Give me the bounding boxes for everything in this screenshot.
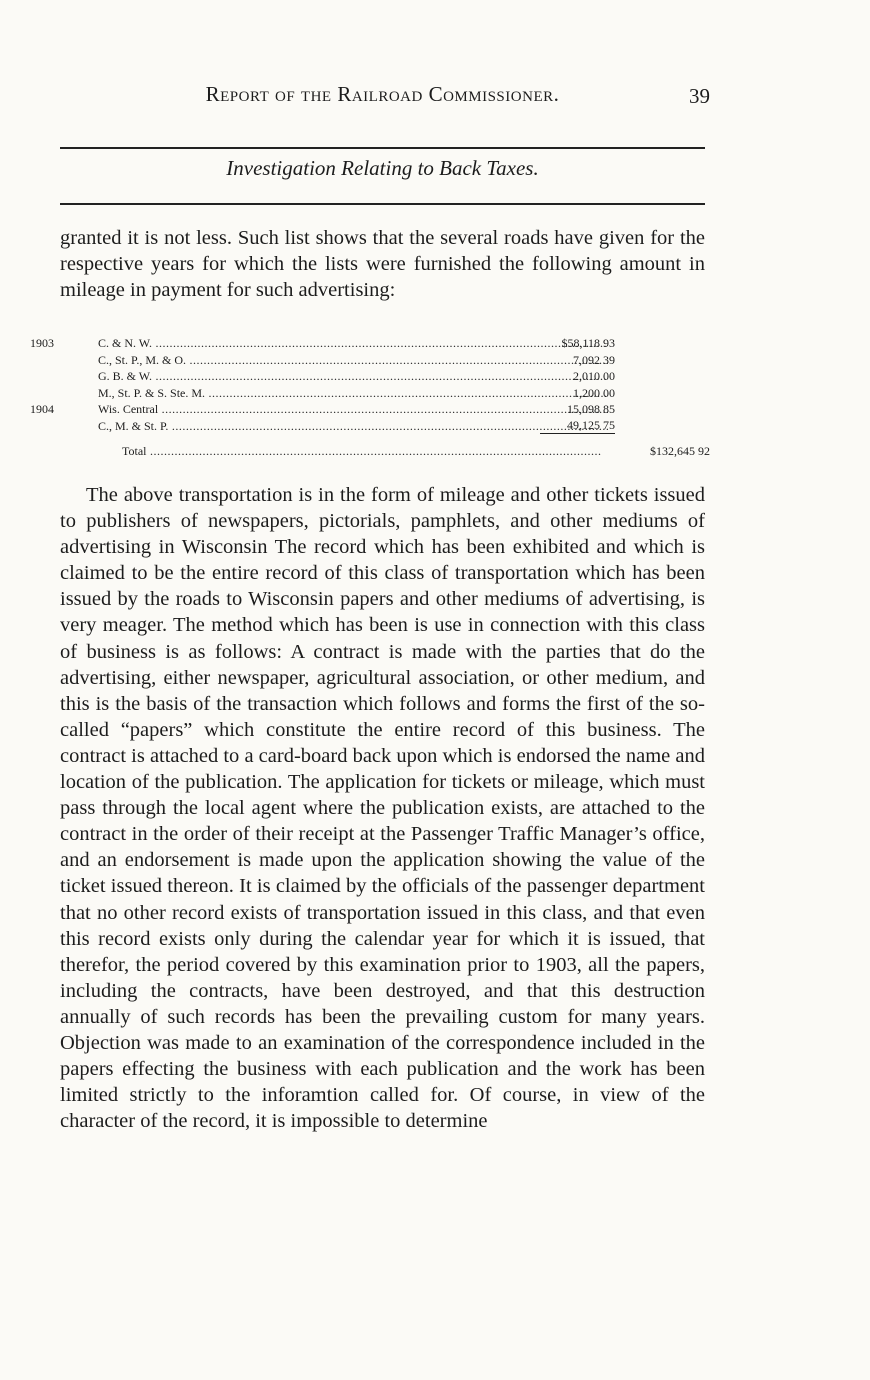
total-label: Total .....: [122, 439, 610, 463]
running-title: Report of the Railroad Commissioner.: [205, 82, 560, 106]
row-amount: 2,010 00: [573, 369, 615, 384]
row-amount: 49,125 75: [540, 418, 615, 434]
row-amount: 7,092 39: [573, 352, 615, 367]
table-row: [30, 418, 720, 435]
row-road: C., M. & St. P. .....: [98, 418, 608, 435]
row-road: G. B. & W. .....: [98, 368, 608, 385]
table-row: [30, 368, 720, 385]
row-road: Wis. Central .....: [98, 401, 608, 418]
total-row: [30, 439, 720, 463]
page-number: 39: [689, 84, 710, 108]
row-road: C. & N. W. .....: [98, 335, 608, 352]
row-amount: 1,200 00: [573, 385, 615, 400]
row-road: C., St. P., M. & O. .....: [98, 352, 608, 369]
header-rule-top: [60, 147, 705, 149]
table-row: [30, 335, 720, 352]
row-amount: 15,098 85: [567, 402, 615, 417]
row-year: 1904: [30, 402, 54, 417]
section-title: Investigation Relating to Back Taxes.: [226, 156, 539, 180]
header-rule-bottom: [60, 203, 705, 205]
table-row: [30, 352, 720, 369]
body-paragraph: The above transportation is in the form of mileage and other tickets issued to publishers of newspapers, pictorials, pamphlets, and other mediums of advertising in Wisconsin The record which has been exhibited and which is claimed to be the entire record of this class of transportation which has been issued by the roads to Wisconsin papers and other mediums of advertising, is very meager. The method which has been is use in connection with this class of business is as follows: A contract is made with the parties that do the advertising, either newspaper, agricultural association, or other medium, and this is the basis of the transaction which follows and forms the first of the so-called “papers” which constitute the entire record of this business. The contract is attached to a card-board back upon which is endorsed the name and location of the publication. The application for tickets or mileage, which must pass through the local agent where the publication exists, are attached to the contract in the order of their receipt at the Passenger Traffic Manager’s office, and an endorsement is made upon the application showing the value of the ticket issued thereon. It is claimed by the officials of the passenger department that no other record exists of transportation issued in this class, and that even this record exists only during the calendar year for which it is issued, that therefor, the period covered by this examination prior to 1903, all the papers, including the contracts, have been destroyed, and that this destruction annually of such records has been the prevailing custom for many years. Objection was made to an examination of the correspondence included in the papers effecting the business with each publication and the work has been limited strictly to the inforamtion called for. Of course, in view of the character of the record, it is impossible to determine: [60, 484, 705, 1133]
intro-paragraph: granted it is not less. Such list shows that the several roads have given for the respective years for which the lists were furnished the following amount in mileage in payment for such advertising:: [60, 227, 705, 301]
total-amount: $132,645 92: [650, 443, 710, 458]
row-road: M., St. P. & S. Ste. M. .....: [98, 385, 608, 402]
table-row: [30, 385, 720, 402]
mileage-table: [30, 335, 720, 463]
body-text: [60, 482, 705, 1134]
table-row: [30, 401, 720, 418]
row-year: 1903: [30, 336, 54, 350]
row-amount: $58,118 93: [561, 336, 615, 350]
